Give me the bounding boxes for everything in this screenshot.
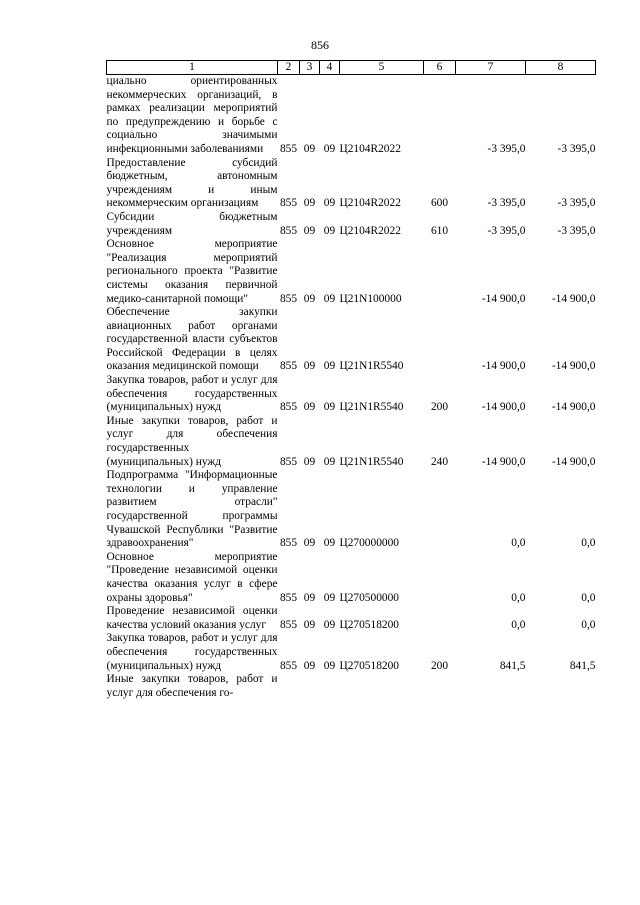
column-header-4: 4: [320, 61, 340, 75]
page-number: 856: [311, 38, 329, 52]
table-row: [107, 469, 596, 551]
row-target-code: Ц21N1R5540: [339, 401, 404, 414]
row-section: 09: [303, 142, 316, 155]
row-expense-type: [424, 605, 456, 632]
row-expense-type: [424, 238, 456, 306]
row-subsection: 09: [323, 401, 336, 414]
row-name: Закупка товаров, работ и услуг для обеспечения государственных (муниципальных) нужд: [106, 632, 278, 672]
row-expense-type: [424, 673, 456, 700]
row-section: 09: [303, 591, 316, 604]
row-section: 09: [303, 659, 316, 672]
row-grbs: 855: [279, 455, 298, 468]
column-header-3: 3: [300, 61, 320, 75]
row-name: Предоставление субсидий бюджетным, автономным учреждениям и иным некоммерческим организациям: [106, 156, 278, 210]
row-target-code: Ц2104R2022: [339, 224, 401, 237]
row-section: 09: [303, 401, 316, 414]
row-subsection: 09: [323, 142, 336, 155]
table-row: [107, 415, 596, 469]
row-grbs: 855: [279, 591, 298, 604]
row-grbs: 855: [279, 292, 298, 305]
table-row: [107, 238, 596, 306]
row-section: [300, 673, 320, 700]
row-amount-2: -3 395,0: [557, 197, 596, 210]
row-expense-type: 200: [430, 659, 449, 672]
row-subsection: 09: [323, 455, 336, 468]
row-grbs: 855: [279, 197, 298, 210]
row-name: Закупка товаров, работ и услуг для обеспечения государственных (муниципальных) нужд: [106, 374, 278, 414]
row-section: 09: [303, 618, 316, 631]
row-section: 09: [303, 360, 316, 373]
row-grbs: 855: [279, 142, 298, 155]
row-amount-1: -3 395,0: [487, 197, 526, 210]
row-section: 09: [303, 537, 316, 550]
table-row: [107, 157, 596, 211]
row-name: Субсидии бюджетным учреждениям: [106, 210, 278, 237]
row-target-code: Ц270000000: [339, 537, 399, 550]
row-grbs: [278, 673, 300, 700]
column-header-6: 6: [424, 61, 456, 75]
row-target-code: Ц21N1R5540: [339, 360, 404, 373]
row-amount-1: -3 395,0: [487, 224, 526, 237]
row-name: Основное мероприятие "Проведение независимой оценки качества оказания услуг в сфере охраны здоровья": [106, 550, 278, 604]
row-name: Обеспечение закупки авиационных работ органами государственной власти субъектов Российской Федерации в целях оказания медицинской помощи: [106, 306, 278, 373]
row-subsection: 09: [323, 537, 336, 550]
row-target-code: [340, 673, 424, 700]
row-amount-1: -14 900,0: [481, 455, 526, 468]
row-subsection: 09: [323, 659, 336, 672]
row-name: Подпрограмма "Информационные технологии и управление развитием отрасли" государственной программы Чувашской Республики "Развитие здравоохранения": [106, 469, 278, 550]
row-target-code: Ц2104R2022: [339, 197, 401, 210]
row-section: 09: [303, 197, 316, 210]
table-body: [107, 75, 596, 701]
row-amount-1: 841,5: [499, 659, 526, 672]
row-name: Иные закупки товаров, работ и услуг для обеспечения го-: [106, 673, 278, 699]
row-amount-1: -14 900,0: [481, 292, 526, 305]
row-amount-1: 0,0: [511, 618, 526, 631]
row-amount-2: 841,5: [569, 659, 596, 672]
row-expense-type: 200: [430, 401, 449, 414]
row-grbs: 855: [279, 401, 298, 414]
row-name: Основное мероприятие "Реализация мероприятий регионального проекта "Развитие системы оказания первичной медико-санитарной помощи": [106, 238, 278, 305]
row-section: 09: [303, 455, 316, 468]
row-grbs: 855: [279, 659, 298, 672]
column-header-5: 5: [340, 61, 424, 75]
row-subsection: 09: [323, 224, 336, 237]
row-section: 09: [303, 224, 316, 237]
table-row: [107, 75, 596, 157]
row-amount-2: 0,0: [581, 618, 596, 631]
row-subsection: 09: [323, 618, 336, 631]
row-grbs: 855: [279, 360, 298, 373]
row-target-code: Ц270518200: [339, 659, 399, 672]
header-row: [107, 61, 596, 75]
row-target-code: Ц2104R2022: [339, 142, 401, 155]
table-row: [107, 306, 596, 374]
row-amount-1: -3 395,0: [487, 142, 526, 155]
row-expense-type: 240: [430, 455, 449, 468]
row-subsection: 09: [323, 292, 336, 305]
column-header-8: 8: [526, 61, 596, 75]
row-expense-type: [424, 469, 456, 551]
row-target-code: Ц21N100000: [339, 292, 402, 305]
row-amount-2: -3 395,0: [557, 224, 596, 237]
column-header-1: 1: [107, 61, 278, 75]
table-row: [107, 551, 596, 605]
row-section: 09: [303, 292, 316, 305]
row-amount-1: -14 900,0: [481, 401, 526, 414]
row-subsection: 09: [323, 591, 336, 604]
row-amount-2: [526, 673, 596, 700]
table-row: [107, 605, 596, 632]
row-subsection: 09: [323, 360, 336, 373]
column-header-2: 2: [278, 61, 300, 75]
row-amount-2: -14 900,0: [551, 401, 596, 414]
table-header: [107, 61, 596, 75]
table-row: [107, 211, 596, 238]
row-subsection: 09: [323, 197, 336, 210]
row-amount-1: -14 900,0: [481, 360, 526, 373]
row-amount-2: 0,0: [581, 537, 596, 550]
table-row: [107, 673, 596, 700]
row-amount-2: -14 900,0: [551, 360, 596, 373]
row-amount-2: -14 900,0: [551, 292, 596, 305]
row-name: Проведение независимой оценки качества условий оказания услуг: [106, 605, 278, 631]
table-row: [107, 632, 596, 673]
row-amount-1: 0,0: [511, 591, 526, 604]
row-expense-type: [424, 75, 456, 157]
row-grbs: 855: [279, 224, 298, 237]
row-amount-1: 0,0: [511, 537, 526, 550]
row-amount-2: -3 395,0: [557, 142, 596, 155]
row-amount-2: -14 900,0: [551, 455, 596, 468]
row-grbs: 855: [279, 618, 298, 631]
row-name: Иные закупки товаров, работ и услуг для обеспечения государственных (муниципальных) нужд: [106, 414, 278, 468]
row-expense-type: [424, 551, 456, 605]
row-target-code: Ц270500000: [339, 591, 399, 604]
column-header-7: 7: [456, 61, 526, 75]
row-expense-type: 600: [430, 197, 449, 210]
row-target-code: Ц21N1R5540: [339, 455, 404, 468]
budget-table: [106, 60, 596, 700]
table-row: [107, 374, 596, 415]
row-expense-type: [424, 306, 456, 374]
row-expense-type: 610: [430, 224, 449, 237]
row-grbs: 855: [279, 537, 298, 550]
row-amount-1: [456, 673, 526, 700]
row-amount-2: 0,0: [581, 591, 596, 604]
row-name: циально ориентированных некоммерческих организаций, в рамках реализации мероприятий по предупреждению и борьбе с социально значимыми инфекционными заболеваниями: [106, 75, 278, 155]
row-target-code: Ц270518200: [339, 618, 399, 631]
row-subsection: [320, 673, 340, 700]
